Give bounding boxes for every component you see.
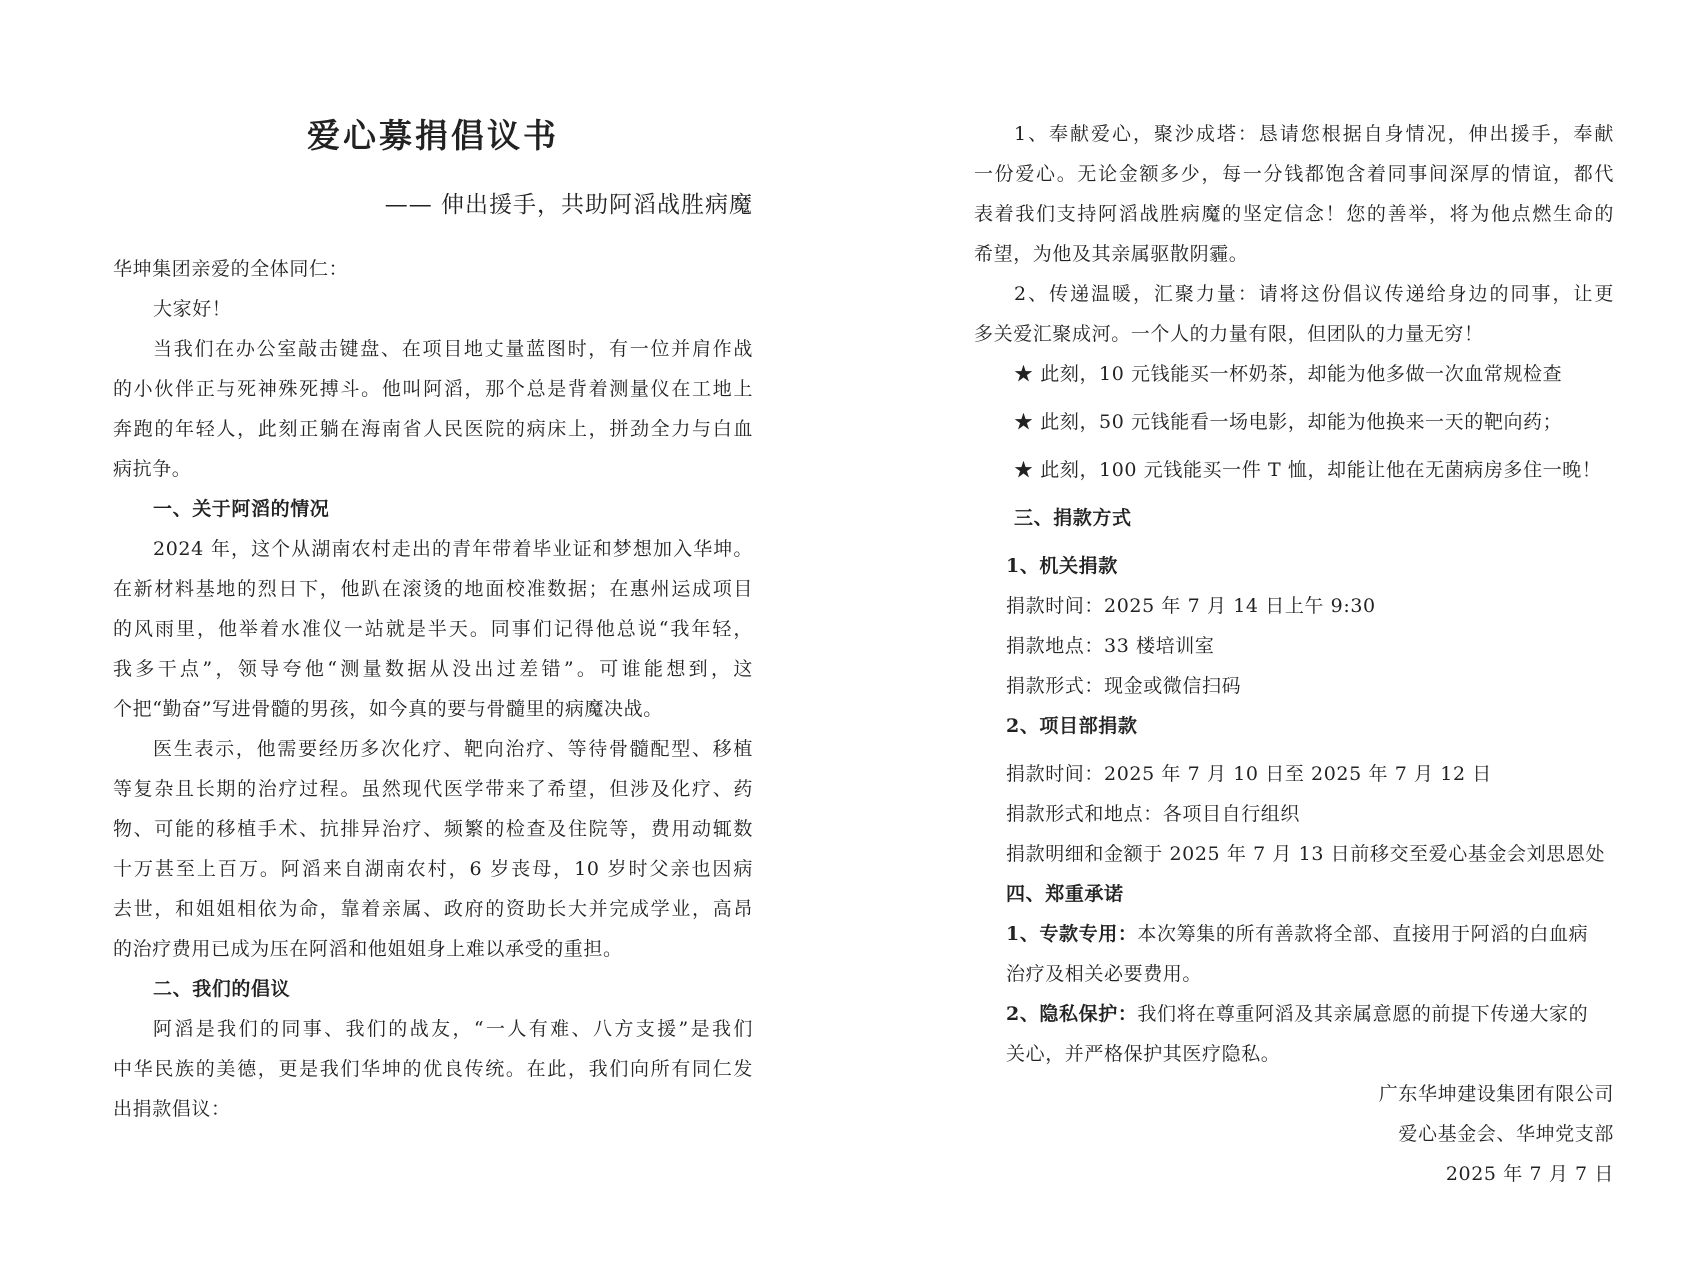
paragraph-line: 等复杂且长期的治疗过程。虽然现代医学带来了希望，但涉及化疗、药 — [113, 778, 753, 800]
donation-detail: 捐款明细和金额于 2025 年 7 月 13 日前移交至爱心基金会刘思恩处 — [1006, 843, 1606, 865]
paragraph-line: 阿滔是我们的同事、我们的战友，“一人有难、八方支援”是我们 — [153, 1018, 753, 1040]
paragraph-line: 2、传递温暖，汇聚力量：请将这份倡议传递给身边的同事，让更 — [1014, 283, 1614, 305]
paragraph-line: 在新材料基地的烈日下，他趴在滚烫的地面校准数据；在惠州运成项目 — [113, 578, 753, 600]
donation-time: 捐款时间：2025 年 7 月 10 日至 2025 年 7 月 12 日 — [1006, 763, 1492, 785]
paragraph-line: 一份爱心。无论金额多少，每一分钱都饱含着同事间深厚的情谊，都代 — [974, 163, 1614, 185]
section-heading: 四、郑重承诺 — [1006, 883, 1124, 905]
greeting: 华坤集团亲爱的全体同仁： — [113, 258, 349, 280]
donation-place: 捐款地点：33 楼培训室 — [1006, 635, 1215, 657]
donation-form: 捐款形式：现金或微信扫码 — [1006, 675, 1242, 697]
paragraph-line: 2024 年，这个从湖南农村走出的青年带着毕业证和梦想加入华坤。 — [153, 538, 753, 560]
document-title: 爱心募捐倡议书 — [307, 116, 559, 155]
paragraph-line: 表着我们支持阿滔战胜病魔的坚定信念！您的善举，将为他点燃生命的 — [974, 203, 1614, 225]
section-heading: 三、捐款方式 — [1014, 507, 1132, 529]
promise-line — [1006, 1002, 1614, 1026]
paragraph-line: 我多干点”，领导夸他“测量数据从没出过差错”。可谁能想到，这 — [113, 658, 753, 680]
subsection-heading: 2、项目部捐款 — [1006, 715, 1138, 737]
paragraph-line: 希望，为他及其亲属驱散阴霾。 — [974, 243, 1249, 265]
paragraph-line: 医生表示，他需要经历多次化疗、靶向治疗、等待骨髓配型、移植 — [153, 738, 753, 760]
promise-label: 2、隐私保护： — [1006, 1003, 1138, 1025]
promise-label: 1、专款专用： — [1006, 923, 1138, 945]
paragraph-line: 出捐款倡议： — [113, 1098, 231, 1120]
signer-department: 爱心基金会、华坤党支部 — [1398, 1123, 1614, 1145]
promise-line — [1006, 922, 1614, 946]
promise-line: 关心，并严格保护其医疗隐私。 — [1006, 1043, 1281, 1065]
promise-text: 我们将在尊重阿滔及其亲属意愿的前提下传递大家的 — [1137, 1003, 1589, 1025]
promise-line: 治疗及相关必要费用。 — [1006, 963, 1203, 985]
paragraph-line: 中华民族的美德，更是我们华坤的优良传统。在此，我们向所有同仁发 — [113, 1058, 753, 1080]
paragraph-line: 物、可能的移植手术、抗排异治疗、频繁的检查及住院等，费用动辄数 — [113, 818, 753, 840]
paragraph-line: 多关爱汇聚成河。一个人的力量有限，但团队的力量无穷！ — [974, 323, 1484, 345]
donation-time: 捐款时间：2025 年 7 月 14 日上午 9:30 — [1006, 595, 1376, 617]
subsection-heading: 1、机关捐款 — [1006, 555, 1118, 577]
paragraph-line: 十万甚至上百万。阿滔来自湖南农村，6 岁丧母，10 岁时父亲也因病 — [113, 858, 753, 880]
star-item: ★ 此刻，10 元钱能买一杯奶茶，却能为他多做一次血常规检查 — [1014, 363, 1563, 385]
section-heading: 一、关于阿滔的情况 — [153, 498, 330, 520]
paragraph-line: 的风雨里，他举着水准仪一站就是半天。同事们记得他总说“我年轻， — [113, 618, 753, 640]
paragraph-line: 的治疗费用已成为压在阿滔和他姐姐身上难以承受的重担。 — [113, 938, 623, 960]
promise-text: 本次筹集的所有善款将全部、直接用于阿滔的白血病 — [1137, 923, 1589, 945]
donation-form: 捐款形式和地点：各项目自行组织 — [1006, 803, 1301, 825]
paragraph-line: 病抗争。 — [113, 458, 192, 480]
signature-date: 2025 年 7 月 7 日 — [1445, 1163, 1614, 1185]
hello: 大家好！ — [153, 298, 232, 320]
document-subtitle: —— 伸出援手，共助阿滔战胜病魔 — [384, 192, 753, 218]
paragraph-line: 去世，和姐姐相依为命，靠着亲属、政府的资助长大并完成学业，高昂 — [113, 898, 753, 920]
paragraph-line: 1、奉献爱心，聚沙成塔：恳请您根据自身情况，伸出援手，奉献 — [1014, 123, 1614, 145]
paragraph-line: 的小伙伴正与死神殊死搏斗。他叫阿滔，那个总是背着测量仪在工地上 — [113, 378, 753, 400]
section-heading: 二、我们的倡议 — [153, 978, 291, 1000]
star-item: ★ 此刻，100 元钱能买一件 T 恤，却能让他在无菌病房多住一晚！ — [1014, 459, 1602, 481]
paragraph-line: 当我们在办公室敲击键盘、在项目地丈量蓝图时，有一位并肩作战 — [153, 338, 753, 360]
paragraph-line: 奔跑的年轻人，此刻正躺在海南省人民医院的病床上，拼劲全力与白血 — [113, 418, 753, 440]
star-item: ★ 此刻，50 元钱能看一场电影，却能为他换来一天的靶向药； — [1014, 411, 1563, 433]
paragraph-line: 个把“勤奋”写进骨髓的男孩，如今真的要与骨髓里的病魔决战。 — [113, 698, 663, 720]
signer-company: 广东华坤建设集团有限公司 — [1378, 1083, 1614, 1105]
